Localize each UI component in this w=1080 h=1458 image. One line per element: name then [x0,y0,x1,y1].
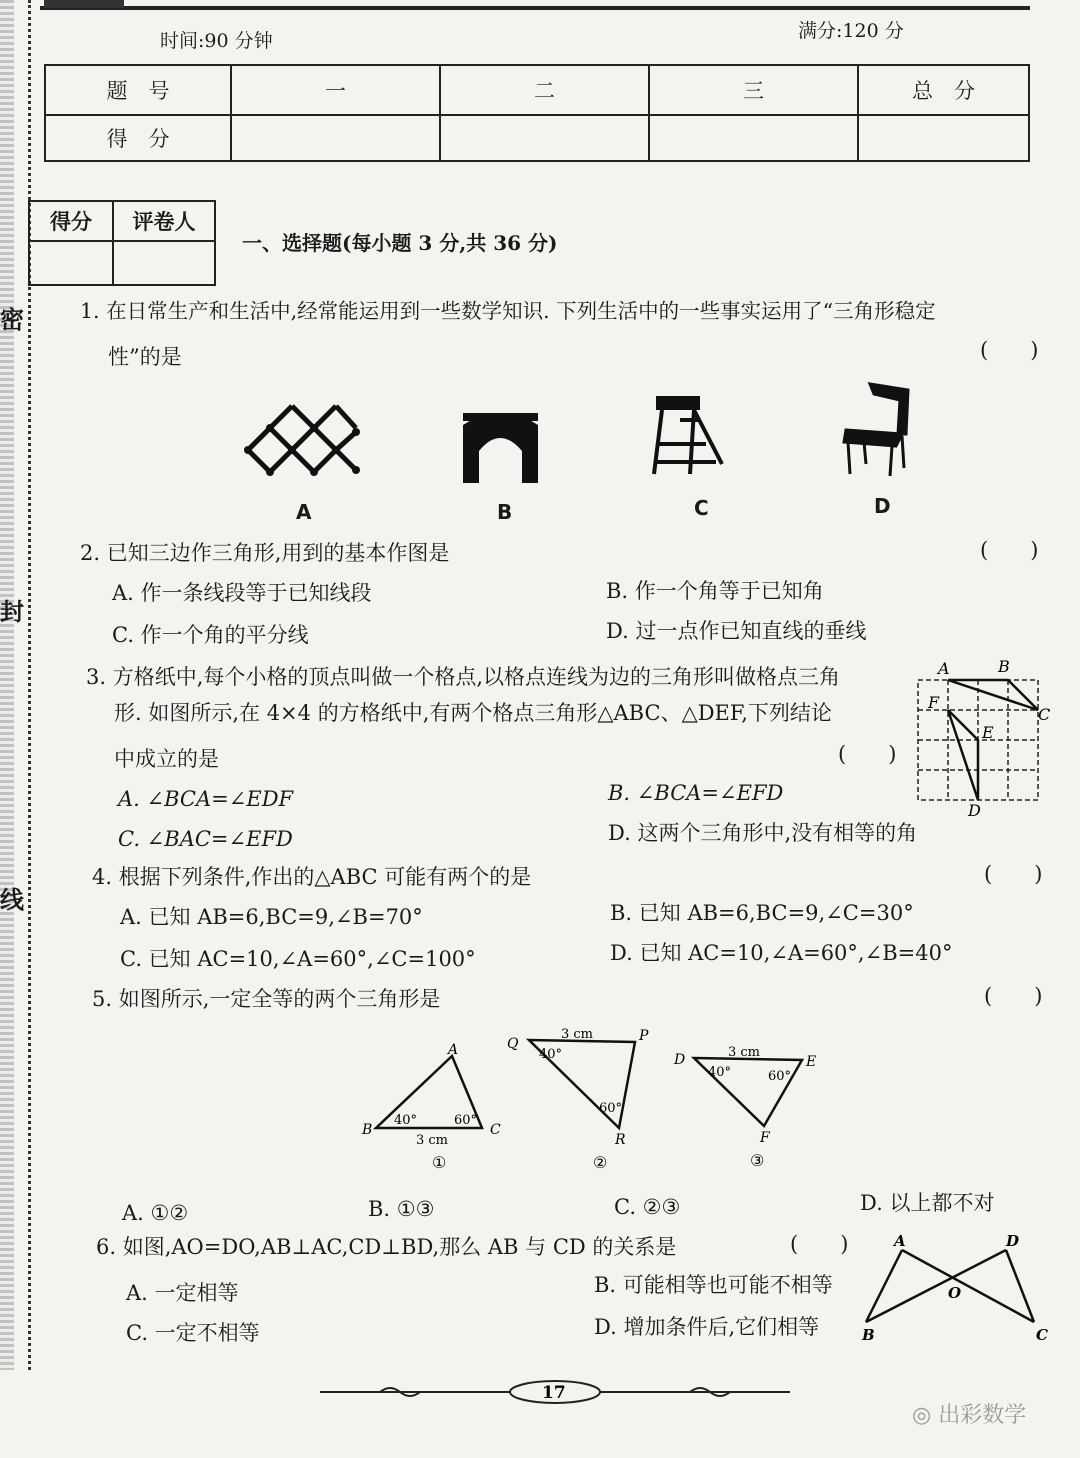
q3-option-b[interactable]: B. ∠BCA=∠EFD [608,781,784,805]
q5-t1-angle-b: 40° [394,1113,418,1128]
score-table [44,64,1030,162]
q5-t2-angle-q: 40° [539,1047,563,1062]
q1-line1: 1. 在日常生产和生活中,经常能运用到一些数学知识. 下列生活中的一些事实运用了“三角形稳定 [80,299,936,323]
q6-fig-label-b: B [862,1326,875,1344]
q5-t3-number: ③ [750,1151,765,1170]
q5-option-c[interactable]: C. ②③ [614,1195,681,1219]
header-cell-total: 总 分 [858,65,1029,115]
q5-t3-label-e: E [806,1054,817,1070]
q2-option-a[interactable]: A. 作一条线段等于已知线段 [112,581,372,605]
q1-label-a: A [296,500,312,524]
q6-option-b[interactable]: B. 可能相等也可能不相等 [594,1273,833,1297]
q5-t1-side: 3 cm [416,1133,449,1148]
q6-stem: 6. 如图,AO=DO,AB⊥AC,CD⊥BD,那么 AB 与 CD 的关系是 [96,1235,677,1259]
q6-option-c[interactable]: C. 一定不相等 [126,1321,260,1345]
q6-option-a[interactable]: A. 一定相等 [126,1281,239,1305]
exam-time: 时间:90 分钟 [160,30,273,52]
grader-score-cell[interactable] [29,241,113,285]
score-cell-one[interactable] [231,115,440,161]
q1-figure-c-high-chair [650,390,730,480]
score-cell-total[interactable] [858,115,1029,161]
q1-answer-bracket[interactable]: ( ) [980,338,1039,362]
q1-line2: 性”的是 [108,345,182,369]
q3-fig-label-e: E [982,723,994,742]
q5-t1-label-c: C [490,1122,501,1138]
q1-label-d: D [874,494,891,518]
score-cell-two[interactable] [440,115,649,161]
q5-t1-angle-c: 60° [454,1113,478,1128]
seal-char-mi: 密 [0,305,24,334]
q5-triangle-3 [672,1038,822,1173]
q6-fig-label-o: O [948,1284,962,1302]
q5-t2-label-p: P [639,1028,649,1044]
grader-box [28,200,216,286]
q3-fig-label-f: F [928,693,940,712]
q6-option-d[interactable]: D. 增加条件后,它们相等 [594,1315,820,1339]
q4-answer-bracket[interactable]: ( ) [984,862,1043,886]
q1-figure-b-arch [458,405,543,485]
q3-grid-figure [912,656,1052,820]
watermark [912,1398,1026,1429]
header-cell-three: 三 [649,65,858,115]
q5-t2-number: ② [593,1153,608,1172]
q2-option-d[interactable]: D. 过一点作已知直线的垂线 [606,619,867,643]
q3-fig-label-d: D [968,801,981,820]
q5-t2-label-r: R [615,1132,626,1148]
q5-t2-side: 3 cm [561,1027,594,1042]
q3-line1: 3. 方格纸中,每个小格的顶点叫做一个格点,以格点连线为边的三角形叫做格点三角 [86,665,841,689]
q6-fig-label-d: D [1006,1232,1020,1250]
q5-t3-label-d: D [674,1052,686,1068]
q5-t2-label-q: Q [507,1036,519,1052]
q4-option-a[interactable]: A. 已知 AB=6,BC=9,∠B=70° [120,905,423,929]
q5-t3-angle-e: 60° [768,1069,792,1084]
q6-answer-bracket[interactable]: ( ) [790,1232,849,1256]
q2-stem: 2. 已知三边作三角形,用到的基本作图是 [80,541,450,565]
wechat-icon: ◎ [912,1403,932,1428]
watermark-text: 出彩数学 [938,1403,1027,1428]
q3-option-c[interactable]: C. ∠BAC=∠EFD [118,827,293,851]
q5-triangle-1 [360,1040,510,1175]
q5-triangle-2 [505,1022,655,1172]
q5-answer-bracket[interactable]: ( ) [984,984,1043,1008]
q5-option-b[interactable]: B. ①③ [368,1197,435,1221]
q3-line3: 中成立的是 [114,747,219,771]
q6-fig-label-c: C [1036,1326,1048,1344]
full-score: 满分:120 分 [798,20,904,42]
q2-option-b[interactable]: B. 作一个角等于已知角 [606,579,824,603]
top-rule [40,6,1030,10]
q4-option-d[interactable]: D. 已知 AC=10,∠A=60°,∠B=40° [610,941,953,965]
q5-t1-label-a: A [448,1042,459,1058]
q2-option-c[interactable]: C. 作一个角的平分线 [112,623,309,647]
top-rule-block [44,0,124,8]
q5-t3-side: 3 cm [728,1045,761,1060]
q4-option-c[interactable]: C. 已知 AC=10,∠A=60°,∠C=100° [120,947,476,971]
q3-fig-label-a: A [938,659,950,678]
q3-answer-bracket[interactable]: ( ) [838,742,897,766]
grader-name-cell[interactable] [113,241,215,285]
footer-ornament [320,1380,790,1404]
q5-stem: 5. 如图所示,一定全等的两个三角形是 [92,987,441,1011]
q5-t3-label-f: F [760,1130,770,1146]
header-cell-two: 二 [440,65,649,115]
section-title: 一、选择题(每小题 3 分,共 36 分) [242,231,558,255]
score-row-label: 得 分 [45,115,231,161]
grader-name-label: 评卷人 [113,201,215,241]
q4-option-b[interactable]: B. 已知 AB=6,BC=9,∠C=30° [610,901,914,925]
q5-option-a[interactable]: A. ①② [122,1201,189,1225]
q5-option-d[interactable]: D. 以上都不对 [860,1191,995,1215]
page-edge-shadow [0,0,14,1370]
q6-figure [856,1228,1056,1348]
q3-option-a[interactable]: A. ∠BCA=∠EDF [118,787,294,811]
q2-answer-bracket[interactable]: ( ) [980,538,1039,562]
q5-t2-angle-r: 60° [599,1101,623,1116]
q3-fig-label-b: B [998,657,1010,676]
q5-t1-number: ① [432,1153,447,1172]
q3-option-d[interactable]: D. 这两个三角形中,没有相等的角 [608,821,918,845]
q5-t3-angle-d: 40° [708,1065,732,1080]
score-cell-three[interactable] [649,115,858,161]
q5-t1-label-b: B [362,1122,373,1138]
q3-fig-label-c: C [1038,705,1051,724]
q1-label-c: C [694,496,709,520]
seal-char-feng: 封 [0,597,24,626]
q6-fig-label-a: A [894,1232,906,1250]
seal-char-xian: 线 [0,885,24,914]
page-number: 17 [542,1383,566,1403]
grader-score-label: 得分 [29,201,113,241]
header-cell-one: 一 [231,65,440,115]
q1-label-b: B [497,500,513,524]
q1-figure-d-chair [840,380,915,480]
q4-stem: 4. 根据下列条件,作出的△ABC 可能有两个的是 [92,865,532,889]
header-cell-number: 题 号 [45,65,231,115]
q1-figure-a-lattice-gate [240,390,365,490]
q3-line2: 形. 如图所示,在 4×4 的方格纸中,有两个格点三角形△ABC、△DEF,下列结论 [114,701,832,725]
